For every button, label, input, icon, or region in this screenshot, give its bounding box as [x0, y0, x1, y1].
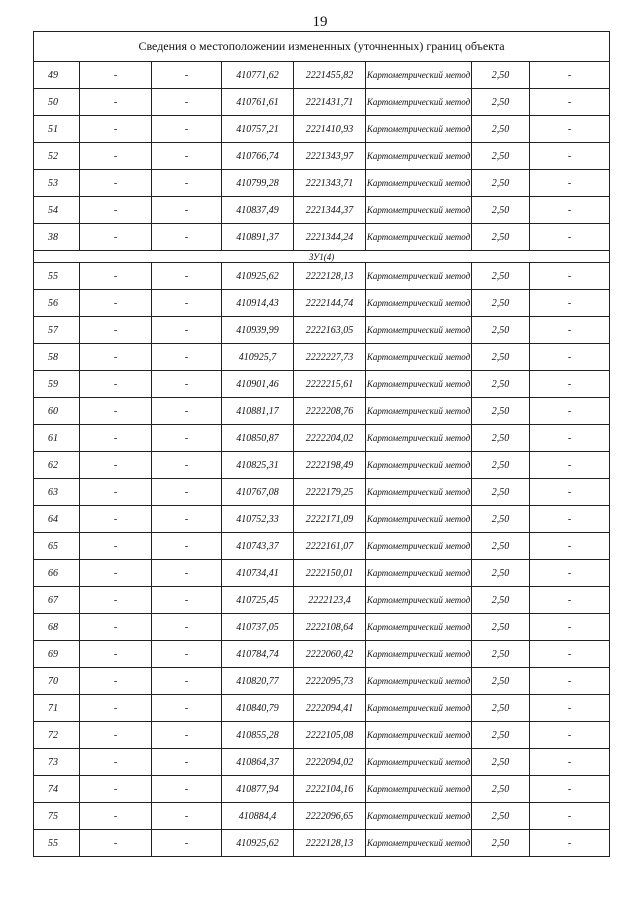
point-number-cell: 58: [34, 344, 80, 371]
point-number-cell: 38: [34, 224, 80, 251]
table-row: [34, 668, 610, 695]
y-coordinate-cell: 2222095,73: [294, 668, 366, 695]
accuracy-cell: 2,50: [472, 749, 530, 776]
point-number-cell: 66: [34, 560, 80, 587]
method-cell: Картометрический метод: [366, 560, 472, 587]
dash-cell: -: [80, 317, 152, 344]
dash-cell: -: [530, 803, 610, 830]
x-coordinate-cell: 410884,4: [222, 803, 294, 830]
y-coordinate-cell: 2222179,25: [294, 479, 366, 506]
accuracy-cell: 2,50: [472, 371, 530, 398]
dash-cell: -: [152, 170, 222, 197]
table-row: [34, 62, 610, 89]
y-coordinate-cell: 2221343,97: [294, 143, 366, 170]
table-row: [34, 89, 610, 116]
accuracy-cell: 2,50: [472, 290, 530, 317]
x-coordinate-cell: 410761,61: [222, 89, 294, 116]
y-coordinate-cell: 2222163,05: [294, 317, 366, 344]
y-coordinate-cell: 2221410,93: [294, 116, 366, 143]
x-coordinate-cell: 410864,37: [222, 749, 294, 776]
dash-cell: -: [530, 614, 610, 641]
dash-cell: -: [152, 560, 222, 587]
dash-cell: -: [152, 317, 222, 344]
point-number-cell: 63: [34, 479, 80, 506]
y-coordinate-cell: 2222060,42: [294, 641, 366, 668]
method-cell: Картометрический метод: [366, 587, 472, 614]
dash-cell: -: [530, 560, 610, 587]
table-row: [34, 116, 610, 143]
point-number-cell: 73: [34, 749, 80, 776]
dash-cell: -: [152, 224, 222, 251]
table-row: [34, 749, 610, 776]
point-number-cell: 50: [34, 89, 80, 116]
point-number-cell: 69: [34, 641, 80, 668]
table-row: [34, 197, 610, 224]
table-row: [34, 830, 610, 857]
dash-cell: -: [530, 749, 610, 776]
table-row: [34, 452, 610, 479]
table-row: [34, 560, 610, 587]
y-coordinate-cell: 2222144,74: [294, 290, 366, 317]
dash-cell: -: [530, 587, 610, 614]
point-number-cell: 61: [34, 425, 80, 452]
x-coordinate-cell: 410837,49: [222, 197, 294, 224]
dash-cell: -: [530, 290, 610, 317]
dash-cell: -: [152, 722, 222, 749]
table-row: [34, 722, 610, 749]
table-row: [34, 224, 610, 251]
x-coordinate-cell: 410855,28: [222, 722, 294, 749]
point-number-cell: 60: [34, 398, 80, 425]
method-cell: Картометрический метод: [366, 116, 472, 143]
dash-cell: -: [80, 425, 152, 452]
accuracy-cell: 2,50: [472, 197, 530, 224]
table-row: [34, 506, 610, 533]
accuracy-cell: 2,50: [472, 695, 530, 722]
dash-cell: -: [152, 830, 222, 857]
accuracy-cell: 2,50: [472, 116, 530, 143]
dash-cell: -: [80, 695, 152, 722]
method-cell: Картометрический метод: [366, 425, 472, 452]
dash-cell: -: [152, 197, 222, 224]
x-coordinate-cell: 410757,21: [222, 116, 294, 143]
dash-cell: -: [530, 830, 610, 857]
table-row: [34, 398, 610, 425]
x-coordinate-cell: 410743,37: [222, 533, 294, 560]
point-number-cell: 70: [34, 668, 80, 695]
dash-cell: -: [80, 116, 152, 143]
y-coordinate-cell: 2222161,07: [294, 533, 366, 560]
dash-cell: -: [80, 749, 152, 776]
point-number-cell: 55: [34, 263, 80, 290]
dash-cell: -: [80, 722, 152, 749]
point-number-cell: 59: [34, 371, 80, 398]
dash-cell: -: [80, 170, 152, 197]
dash-cell: -: [80, 830, 152, 857]
y-coordinate-cell: 2222094,02: [294, 749, 366, 776]
table-title: Сведения о местоположении измененных (уточненных) границ объекта: [34, 32, 610, 62]
x-coordinate-cell: 410925,62: [222, 263, 294, 290]
accuracy-cell: 2,50: [472, 614, 530, 641]
y-coordinate-cell: 2222094,41: [294, 695, 366, 722]
point-number-cell: 62: [34, 452, 80, 479]
table-row: [34, 170, 610, 197]
dash-cell: -: [80, 371, 152, 398]
dash-cell: -: [530, 62, 610, 89]
x-coordinate-cell: 410891,37: [222, 224, 294, 251]
x-coordinate-cell: 410734,41: [222, 560, 294, 587]
dash-cell: -: [80, 506, 152, 533]
dash-cell: -: [530, 479, 610, 506]
dash-cell: -: [80, 290, 152, 317]
table-row: [34, 479, 610, 506]
y-coordinate-cell: 2222105,08: [294, 722, 366, 749]
x-coordinate-cell: 410850,87: [222, 425, 294, 452]
y-coordinate-cell: 2222204,02: [294, 425, 366, 452]
dash-cell: -: [530, 776, 610, 803]
dash-cell: -: [152, 62, 222, 89]
method-cell: Картометрический метод: [366, 344, 472, 371]
x-coordinate-cell: 410725,45: [222, 587, 294, 614]
method-cell: Картометрический метод: [366, 263, 472, 290]
accuracy-cell: 2,50: [472, 425, 530, 452]
dash-cell: -: [530, 89, 610, 116]
method-cell: Картометрический метод: [366, 143, 472, 170]
dash-cell: -: [152, 506, 222, 533]
x-coordinate-cell: 410766,74: [222, 143, 294, 170]
accuracy-cell: 2,50: [472, 722, 530, 749]
dash-cell: -: [152, 479, 222, 506]
dash-cell: -: [80, 143, 152, 170]
dash-cell: -: [530, 695, 610, 722]
accuracy-cell: 2,50: [472, 506, 530, 533]
point-number-cell: 67: [34, 587, 80, 614]
method-cell: Картометрический метод: [366, 695, 472, 722]
point-number-cell: 52: [34, 143, 80, 170]
method-cell: Картометрический метод: [366, 224, 472, 251]
dash-cell: -: [80, 197, 152, 224]
boundary-points-table: [33, 31, 610, 857]
accuracy-cell: 2,50: [472, 668, 530, 695]
x-coordinate-cell: 410914,43: [222, 290, 294, 317]
dash-cell: -: [80, 641, 152, 668]
dash-cell: -: [530, 452, 610, 479]
table-row: [34, 263, 610, 290]
dash-cell: -: [80, 803, 152, 830]
method-cell: Картометрический метод: [366, 290, 472, 317]
method-cell: Картометрический метод: [366, 614, 472, 641]
method-cell: Картометрический метод: [366, 371, 472, 398]
dash-cell: -: [530, 533, 610, 560]
point-number-cell: 65: [34, 533, 80, 560]
x-coordinate-cell: 410784,74: [222, 641, 294, 668]
table-row: [34, 371, 610, 398]
dash-cell: -: [530, 224, 610, 251]
method-cell: Картометрический метод: [366, 749, 472, 776]
method-cell: Картометрический метод: [366, 803, 472, 830]
dash-cell: -: [152, 398, 222, 425]
x-coordinate-cell: 410767,08: [222, 479, 294, 506]
accuracy-cell: 2,50: [472, 224, 530, 251]
dash-cell: -: [80, 89, 152, 116]
point-number-cell: 72: [34, 722, 80, 749]
dash-cell: -: [80, 776, 152, 803]
y-coordinate-cell: 2221455,82: [294, 62, 366, 89]
dash-cell: -: [152, 371, 222, 398]
x-coordinate-cell: 410752,33: [222, 506, 294, 533]
point-number-cell: 51: [34, 116, 80, 143]
dash-cell: -: [152, 89, 222, 116]
method-cell: Картометрический метод: [366, 830, 472, 857]
table-row: [34, 533, 610, 560]
dash-cell: -: [80, 224, 152, 251]
dash-cell: -: [80, 587, 152, 614]
dash-cell: -: [152, 803, 222, 830]
method-cell: Картометрический метод: [366, 506, 472, 533]
accuracy-cell: 2,50: [472, 89, 530, 116]
table-row: [34, 587, 610, 614]
accuracy-cell: 2,50: [472, 641, 530, 668]
y-coordinate-cell: 2221344,37: [294, 197, 366, 224]
table-row: [34, 695, 610, 722]
method-cell: Картометрический метод: [366, 170, 472, 197]
x-coordinate-cell: 410771,62: [222, 62, 294, 89]
point-number-cell: 74: [34, 776, 80, 803]
table-row: [34, 290, 610, 317]
table-row: [34, 776, 610, 803]
dash-cell: -: [80, 263, 152, 290]
table-title-row: [34, 32, 610, 62]
method-cell: Картометрический метод: [366, 722, 472, 749]
x-coordinate-cell: 410840,79: [222, 695, 294, 722]
dash-cell: -: [152, 587, 222, 614]
point-number-cell: 71: [34, 695, 80, 722]
x-coordinate-cell: 410877,94: [222, 776, 294, 803]
dash-cell: -: [152, 116, 222, 143]
section-row: [34, 251, 610, 263]
accuracy-cell: 2,50: [472, 803, 530, 830]
dash-cell: -: [152, 143, 222, 170]
accuracy-cell: 2,50: [472, 170, 530, 197]
x-coordinate-cell: 410825,31: [222, 452, 294, 479]
accuracy-cell: 2,50: [472, 143, 530, 170]
x-coordinate-cell: 410799,28: [222, 170, 294, 197]
y-coordinate-cell: 2222123,4: [294, 587, 366, 614]
accuracy-cell: 2,50: [472, 317, 530, 344]
point-number-cell: 57: [34, 317, 80, 344]
method-cell: Картометрический метод: [366, 668, 472, 695]
dash-cell: -: [530, 116, 610, 143]
table-row: [34, 641, 610, 668]
x-coordinate-cell: 410901,46: [222, 371, 294, 398]
dash-cell: -: [530, 506, 610, 533]
accuracy-cell: 2,50: [472, 398, 530, 425]
dash-cell: -: [530, 197, 610, 224]
table-row: [34, 143, 610, 170]
y-coordinate-cell: 2222104,16: [294, 776, 366, 803]
y-coordinate-cell: 2222096,65: [294, 803, 366, 830]
dash-cell: -: [152, 425, 222, 452]
dash-cell: -: [80, 479, 152, 506]
x-coordinate-cell: 410925,62: [222, 830, 294, 857]
accuracy-cell: 2,50: [472, 62, 530, 89]
dash-cell: -: [80, 344, 152, 371]
accuracy-cell: 2,50: [472, 344, 530, 371]
method-cell: Картометрический метод: [366, 398, 472, 425]
dash-cell: -: [80, 398, 152, 425]
y-coordinate-cell: 2222208,76: [294, 398, 366, 425]
dash-cell: -: [80, 614, 152, 641]
dash-cell: -: [152, 776, 222, 803]
dash-cell: -: [152, 668, 222, 695]
dash-cell: -: [152, 533, 222, 560]
x-coordinate-cell: 410737,05: [222, 614, 294, 641]
dash-cell: -: [530, 371, 610, 398]
dash-cell: -: [80, 452, 152, 479]
point-number-cell: 64: [34, 506, 80, 533]
dash-cell: -: [80, 560, 152, 587]
y-coordinate-cell: 2222227,73: [294, 344, 366, 371]
dash-cell: -: [530, 344, 610, 371]
method-cell: Картометрический метод: [366, 89, 472, 116]
dash-cell: -: [530, 263, 610, 290]
dash-cell: -: [530, 317, 610, 344]
table-row: [34, 425, 610, 452]
dash-cell: -: [152, 344, 222, 371]
accuracy-cell: 2,50: [472, 452, 530, 479]
y-coordinate-cell: 2221344,24: [294, 224, 366, 251]
point-number-cell: 53: [34, 170, 80, 197]
dash-cell: -: [152, 290, 222, 317]
dash-cell: -: [152, 614, 222, 641]
method-cell: Картометрический метод: [366, 641, 472, 668]
x-coordinate-cell: 410881,17: [222, 398, 294, 425]
method-cell: Картометрический метод: [366, 62, 472, 89]
accuracy-cell: 2,50: [472, 587, 530, 614]
point-number-cell: 56: [34, 290, 80, 317]
dash-cell: -: [152, 263, 222, 290]
x-coordinate-cell: 410939,99: [222, 317, 294, 344]
section-label: ЗУ1(4): [34, 251, 610, 263]
dash-cell: -: [530, 143, 610, 170]
table-row: [34, 317, 610, 344]
dash-cell: -: [530, 398, 610, 425]
dash-cell: -: [530, 425, 610, 452]
y-coordinate-cell: 2222215,61: [294, 371, 366, 398]
y-coordinate-cell: 2221343,71: [294, 170, 366, 197]
dash-cell: -: [530, 722, 610, 749]
point-number-cell: 55: [34, 830, 80, 857]
dash-cell: -: [530, 170, 610, 197]
method-cell: Картометрический метод: [366, 479, 472, 506]
accuracy-cell: 2,50: [472, 830, 530, 857]
x-coordinate-cell: 410925,7: [222, 344, 294, 371]
accuracy-cell: 2,50: [472, 479, 530, 506]
dash-cell: -: [152, 641, 222, 668]
accuracy-cell: 2,50: [472, 263, 530, 290]
point-number-cell: 68: [34, 614, 80, 641]
dash-cell: -: [80, 668, 152, 695]
table-row: [34, 344, 610, 371]
accuracy-cell: 2,50: [472, 560, 530, 587]
method-cell: Картометрический метод: [366, 197, 472, 224]
dash-cell: -: [152, 695, 222, 722]
method-cell: Картометрический метод: [366, 776, 472, 803]
method-cell: Картометрический метод: [366, 452, 472, 479]
point-number-cell: 49: [34, 62, 80, 89]
y-coordinate-cell: 2222128,13: [294, 830, 366, 857]
point-number-cell: 54: [34, 197, 80, 224]
dash-cell: -: [152, 749, 222, 776]
dash-cell: -: [530, 641, 610, 668]
y-coordinate-cell: 2222150,01: [294, 560, 366, 587]
page-number: 19: [312, 14, 328, 30]
y-coordinate-cell: 2221431,71: [294, 89, 366, 116]
method-cell: Картометрический метод: [366, 317, 472, 344]
point-number-cell: 75: [34, 803, 80, 830]
dash-cell: -: [80, 62, 152, 89]
dash-cell: -: [152, 452, 222, 479]
dash-cell: -: [80, 533, 152, 560]
accuracy-cell: 2,50: [472, 533, 530, 560]
dash-cell: -: [530, 668, 610, 695]
y-coordinate-cell: 2222108,64: [294, 614, 366, 641]
method-cell: Картометрический метод: [366, 533, 472, 560]
y-coordinate-cell: 2222128,13: [294, 263, 366, 290]
table-row: [34, 803, 610, 830]
accuracy-cell: 2,50: [472, 776, 530, 803]
y-coordinate-cell: 2222171,09: [294, 506, 366, 533]
y-coordinate-cell: 2222198,49: [294, 452, 366, 479]
table-row: [34, 614, 610, 641]
x-coordinate-cell: 410820,77: [222, 668, 294, 695]
